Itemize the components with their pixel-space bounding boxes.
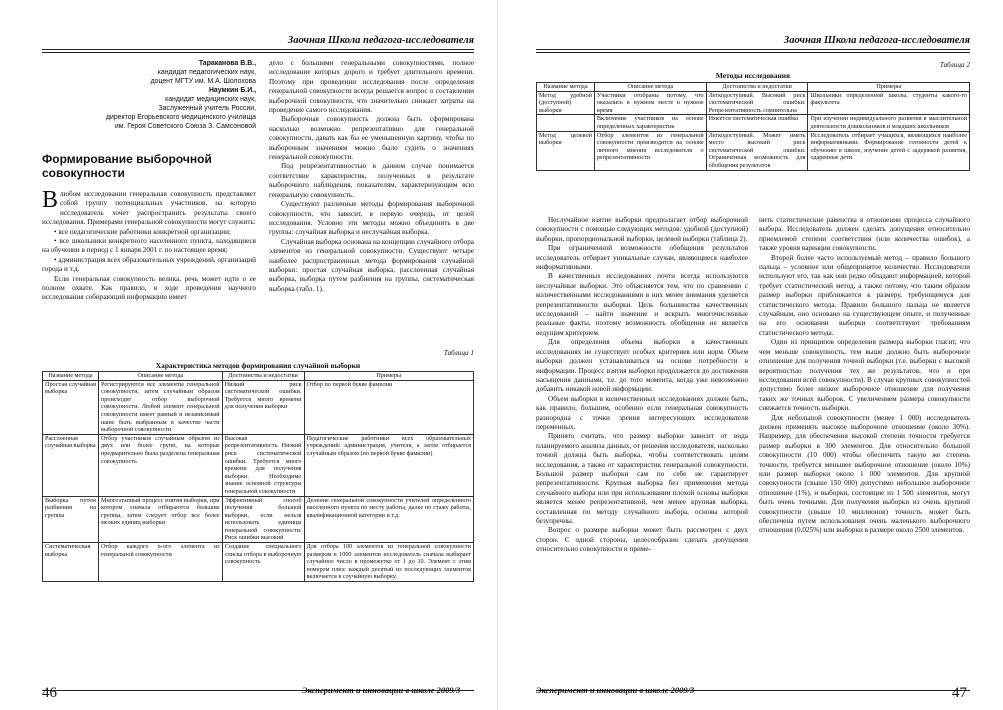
table-cell: Метод удобной (доступной) выборки (537, 91, 595, 115)
table-cell: Школьники определенной школы, студенты какого-то факультета (808, 91, 970, 115)
paragraph: Второй более часто используемый метод – правило большого пальца – условное или общепринятое количество. Исследователи используют его, так как они редко обладают информацией, которой требует статистический метод, а также потому, что таким образом размер выборки приближается к размеру, требующемуся для статистического метода. Правило большого пальца не является случайным, оно основано на существующем опыте, и полученные на его основании выборки соответствуют требованиям статистического метода. (759, 253, 970, 337)
table-cell: Легкодоступный. Может иметь место высокий риск систематической ошибки. Ограниченная возможность для обобщения результатов (706, 131, 808, 170)
author-2-line-1: кандидат медицинских наук, (165, 96, 256, 103)
left-column-1 (42, 187, 256, 303)
table-cell: Имеется систематическая ошибка (706, 115, 808, 131)
table-header-row (537, 83, 970, 92)
paragraph: • администрация всех образовательных учреждений, организаций города и т.д. (42, 255, 256, 274)
author-1-line-1: кандидат педагогических наук, (157, 69, 256, 76)
table-row (537, 131, 970, 170)
table-1 (42, 371, 474, 582)
column-header: Достоинства и недостатки (706, 83, 808, 92)
table-cell: Участники отобраны потому, что оказались в нужном месте в нужное время (594, 91, 706, 115)
table-cell: Отбор по первой букве фамилии (304, 380, 474, 434)
table-cell: Легкодоступный. Высокий риск систематической ошибки. Репрезентативность сомнительна (706, 91, 808, 115)
paragraph: Выборочная совокупность должна быть сформирована насколько возможно репрезентативно для генеральной совокупности, давать как бы ее уменьшенную картину, чтобы по выборочным значениям можно было судить о значениях генеральной совокупности. (269, 115, 474, 162)
table-1-title: Характеристика методов формирования случайной выборки (155, 361, 361, 370)
table-cell: Отбор элементов из генеральной совокупности производится на основе личного мнения исследователя о репрезентативности (594, 131, 706, 170)
table-2-title: Методы исследования (715, 71, 791, 80)
table-cell: Систематическая выборка (43, 543, 99, 582)
left-column-2 (269, 59, 474, 294)
table-cell: Деление генеральной совокупности учителей определенного населенного пункта по месту работы, далее по стажу работы, квалификационной категории и т.д. (304, 496, 474, 543)
paragraph: дело с большими генеральными совокупностями, полное исследование которых дорого и требует длительного времени. Поэтому при проведении исследования после определения генеральной совокупности всегда решается вопрос о составлении выборочной совокупности, что значительно снижает затраты на проведение самого исследования. (269, 59, 474, 115)
paragraph: При ограниченной возможности обобщения результатов исследователь отбирает уникальные случаи, являющиеся наиболее информативными. (536, 244, 748, 272)
paragraph: Объем выборки в количественных исследованиях должен быть, как правило, большим, особенно если генеральная совокупность разнородна с точки зрения интересующих исследователя переменных. (536, 394, 748, 431)
paragraph: Один из принципов определения размера выборки гласит, что чем меньше совокупность, тем выше должно быть выборочное отношение для получения точной выборки (т.е. выборки с высокой вероятностью получения тех же результатов, что и при исследовании всей совокупности). В случае крупных совокупностей допустимо более низкое выборочное отношение для получения таких же точных выборок. С увеличением размера совокупности снижается точность выборки. (759, 338, 970, 413)
table-cell: Педагогические работники всех образовательных учреждений: администрация, учителя, а затем отбирается случайным образом (по первой букве фамилии) (304, 434, 474, 496)
dropcap: В (42, 187, 59, 213)
table-cell (537, 115, 595, 131)
table-cell: Создание специального списка отбора в выборочную совокупность (222, 543, 304, 582)
table-row (43, 380, 474, 434)
table-cell: Отбор участников случайным образом из двух или более групп, на которые предварительно была разделена генеральная совокупность (98, 434, 222, 496)
table-cell: Многоэтапный процесс взятия выборки, при котором сначала отбираются большие группы, затем следует отбор все более мелких единиц выборки (98, 496, 222, 543)
paragraph: Существуют различные методы формирования выборочной совокупности, что зависит, в первую очередь, от целей исследования. Условно эти методы можно объединить в две группы: случайная выборка и неслучайная выборка. (269, 200, 474, 237)
column-header: Описание метода (98, 372, 222, 381)
author-name-1: Тараканова В.В., (198, 60, 256, 67)
left-running-header: Заочная Школа педагога-исследователя (42, 35, 474, 50)
table-2-caption: Таблица 2 (939, 61, 970, 69)
table-cell: Высокая репрезентативность. Низкий риск систематической ошибки. Требуется много времени для получения выборки. Необходимо знание основной структуры генеральной совокупности (222, 434, 304, 496)
table-cell: Исследователь отбирает учащихся, являющихся наиболее информативными. Формирование готовности детей к обучению в школе, изучение детей с задержкой развития, одаренные дети. (808, 131, 970, 170)
table-row (43, 496, 474, 543)
left-page (12, 0, 492, 710)
first-paragraph-text: любом исследовании генеральная совокупность представляет собой группу потенциальных участников, на которую исследователь хочет распространить результаты своего исследования. Примерами генеральной совокупности могут служить: (42, 190, 256, 227)
right-column-1 (536, 216, 748, 555)
author-1-line-2: доцент МГТУ им. М.А. Шолохова (150, 78, 256, 85)
paragraph: Случайная выборка основана на концепции случайного отбора элементов из генеральной совокупности. Существуют четыре наиболее распространенных метода формирования случайной выборки: простая случайная выборка, расслоенная случайная выборка, выборка путем разбиения на группы, систематическая выборка (табл. 1). (269, 237, 474, 293)
paragraph: Для определения объема выборки в качественных исследованиях не существует особых критериев или норм. Объем выборки должен устанавливаться на основе потребности в информации. Процесс взятия выборки продолжается до достижения насыщения данными, т.е. до того момента, когда уже невозможно добавить никакой новой информации. (536, 338, 748, 394)
paragraph: Если генеральная совокупность велика, речь может идти о ее полном охвате. Как правило, в ходе проведения научного исследования собирающий информацию имеет (42, 274, 256, 302)
paragraph: нить статистические равенства в отношении процесса случайного выбора. Исследователь должен сделать допущения относительно приемлемой степени соответствия (или количества ошибок), а также уровня вариации совокупности. (759, 216, 970, 253)
table-cell: Отбор каждого n-ого элемента из генеральной совокупности (98, 543, 222, 582)
table-1-caption: Таблица 1 (443, 349, 474, 357)
author-2-line-2: Заслуженный учитель России, (158, 105, 256, 112)
right-journal-name: Эксперимент и инновации в школе 2009/3 (536, 685, 695, 695)
column-header: Примеры (808, 83, 970, 92)
paragraph: Вопрос о размере выборки может быть рассмотрен с двух сторон. С одной стороны, целесообразно сделать допущения относительно совокупности и приме- (536, 526, 748, 554)
table-cell: Для отбора 100 элементов из генеральной совокупности размером в 1000 элементов исследователь сначала выбирает случайное число в промежутке от 1 до 10. Элемент с этим номером плюс каждый десятый из последующих элементов включается в случайную выборку. (304, 543, 474, 582)
table-cell: Низкий риск систематической ошибки. Требуется много времени для получения выборки (222, 380, 304, 434)
column-header: Примеры (304, 372, 474, 381)
table-cell: Расслоенная случайная выборка (43, 434, 99, 496)
column-header: Достоинства и недостатки (222, 372, 304, 381)
table-cell: Выборка путем разбиения на группы (43, 496, 99, 543)
table-cell: Простая случайная выборка (43, 380, 99, 434)
column-header: Описание метода (594, 83, 706, 92)
author-2-line-3: директор Егорьевского медицинского училища (105, 114, 256, 121)
column-header: Название метода (43, 372, 99, 381)
left-journal-name: Эксперимент и инновации в школе 2009/3 (302, 685, 461, 695)
paragraph: Для небольшой совокупности (менее 1 000) исследователь должен применять высокое выборочное отношение (около 30%). Например, для обеспечения высокой степени точности требуется размер выборки в 300 элементов. Для относительно большой совокупности (10 000) чтобы обеспечить такую же степень точности, требуется меньшее выборочное отношение (около 10%) или размер выборки около 1 000 элементов. Для крупной совокупности (свыше 150 000) допустимо небольшое выборочное отношение (1%), и выборки, состоящие из 1 500 элементов, могут быть очень точными. Для получения выборки из очень крупной совокупности (свыше 10 миллионов) точность может быть обеспечена путем использования очень маленького выборочного отношения (0,025%) или выборки в размере около 2500 элементов. (759, 413, 970, 535)
right-page-number: 47 (952, 685, 967, 701)
paragraph: • все педагогические работники конкретной организации; (54, 227, 231, 236)
table-row (537, 91, 970, 115)
table-row (43, 543, 474, 582)
table-row (43, 434, 474, 496)
right-page (512, 0, 992, 710)
table-cell: Регистрируются все элементы генеральной совокупности, затем случайным образом происходит отбор выборочной совокупности. Любой элемент генеральной совокупности имеет равный и независимый шанс быть выбранным в качестве части выборочной совокупности (98, 380, 222, 434)
author-2-line-4: им. Героя Советского Союза З. Самсоновой (114, 123, 256, 130)
table-cell: Эффективный способ получения большой выборки, если нельзя использовать единицы генеральной совокупности. Риск ошибки высокий (222, 496, 304, 543)
table-row (537, 115, 970, 131)
column-header: Название метода (537, 83, 595, 92)
paragraph: Неслучайное взятие выборки предполагает отбор выборочной совокупности с помощью следующих методов: удобной (доступной) выборки, пропорциональной выборки, целевой выборки (таблица 2). (536, 216, 748, 243)
table-cell: При изучении индивидуального развития в мыслительной деятельности дошкольников и младших школьников (808, 115, 970, 131)
table-header-row (43, 372, 474, 381)
paragraph: Принято считать, что размер выборки зависит от вида планируемого анализа данных, от решения исследователя, насколько точной должна быть выборка, чтобы соответствовать целям исследования, а также от характеристик генеральной совокупности. Большой размер выборки сам по себе не гарантирует репрезентативности. Крупная выборка без применения метода случайного выбора или при использовании плохой основы выборки является менее репрезентативной, чем менее крупная выборка, составленная по методу случайного выбора, основы которой безупречны. (536, 432, 748, 525)
right-column-2 (759, 216, 970, 536)
table-2 (536, 82, 970, 171)
paragraph: Под репрезентативностью в данном случае понимается соответствие характеристик, полученных в результате выборочного наблюдения, показателям, характеризующим всю генеральную совокупность. (269, 162, 474, 199)
author-name-2: Наумкин Б.И., (208, 87, 256, 94)
authors-block (42, 59, 256, 131)
paragraph: В качественных исследованиях почти всегда используются неслучайные выборки. Это объясняется тем, что по сравнению с количественными исследованиями в них менее внимания уделяется репрезентативности выборки. Цель большинства качественных исследований – найти значение и вскрыть многочисленные реальные факты, поэтому возможность обобщения не является ведущим критерием. (536, 272, 748, 337)
paragraph: • все школьники конкретного населенного пункта, находящиеся на обучении в период с 1 января 2001 г. по настоящее время; (42, 237, 256, 255)
first-paragraph (42, 187, 256, 228)
page-gutter (497, 0, 498, 710)
table-cell: Включение участников на основе определенных характеристик (594, 115, 706, 131)
left-page-number: 46 (42, 685, 57, 701)
table-cell: Метод целевой выборки (537, 131, 595, 170)
article-title: Формирование выборочной совокупности (42, 152, 212, 180)
right-running-header: Заочная Школа педагога-исследователя (536, 35, 970, 50)
